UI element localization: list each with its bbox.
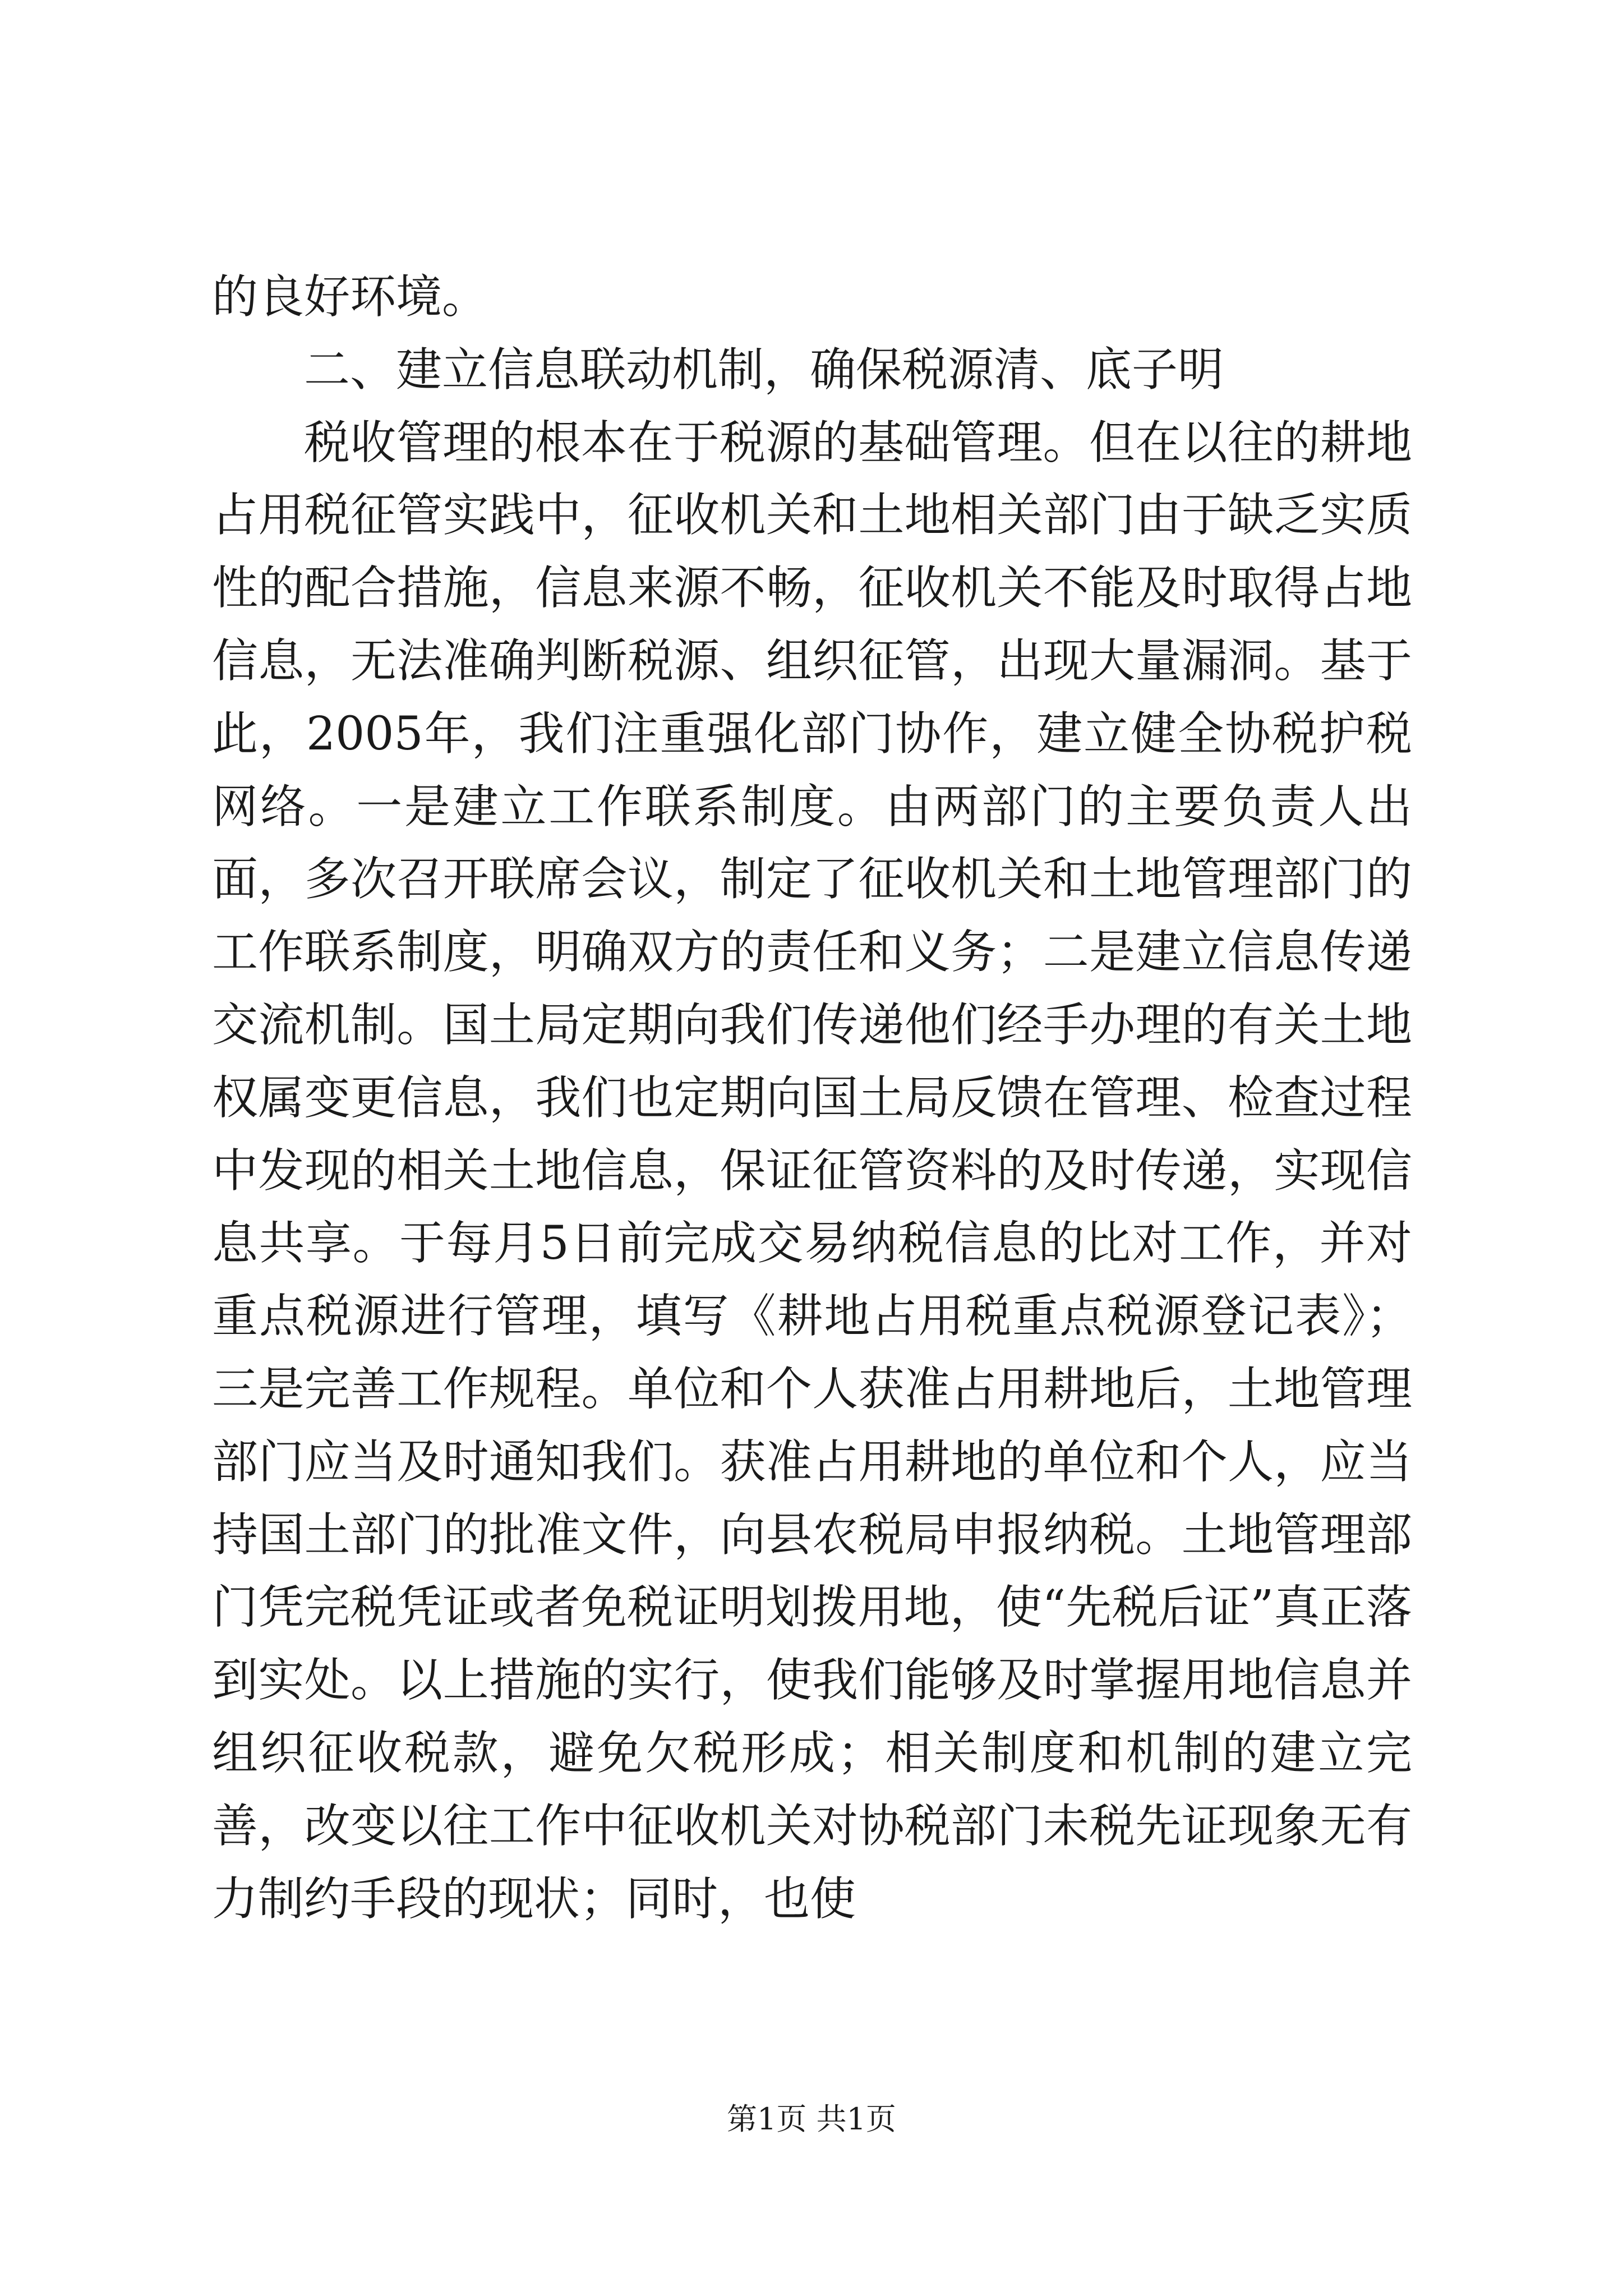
section-heading: 二、建立信息联动机制，确保税源清、底子明 bbox=[304, 343, 1224, 397]
body-paragraph: 税收管理的根本在于税源的基础管理。但在以往的耕地占用税征管实践中，征收机关和土地相关部门由于缺乏实质性的配合措施，信息来源不畅，征收机关不能及时取得占地信息，无法准确判断税源、组织征管，出现大量漏洞。基于此，2005年，我们注重强化部门协作，建立健全协税护税网络。一是建立工作联系制度。由两部门的主要负责人出面，多次召开联席会议，制定了征收机关和土地管理部门的工作联系制度，明确双方的责任和义务；二是建立信息传递交流机制。国土局定期向我们传递他们经手办理的有关土地权属变更信息，我们也定期向国土局反馈在管理、检查过程中发现的相关土地信息，保证征管资料的及时传递，实现信息共享。于每月5日前完成交易纳税信息的比对工作，并对重点税源进行管理，填写《耕地占用税重点税源登记表》；三是完善工作规程。单位和个人获准占用耕地后，土地管理部门应当及时通知我们。获准占用耕地的单位和个人，应当持国土部门的批准文件，向县农税局申报纳税。土地管理部门凭完税凭证或者免税证明划拨用地，使“先税后证”真正落到实处。以上措施的实行，使我们能够及时掌握用地信息并组织征收税款，避免欠税形成；相关制度和机制的建立完善，改变以往工作中征收机关对协税部门未税先证现象无有力制约手段的现状；同时，也使 bbox=[212, 416, 1412, 1926]
page-footer: 第1页 共1页 bbox=[727, 2101, 896, 2137]
document-body bbox=[212, 261, 1412, 1935]
paragraph-continuation: 的良好环境。 bbox=[212, 270, 488, 324]
